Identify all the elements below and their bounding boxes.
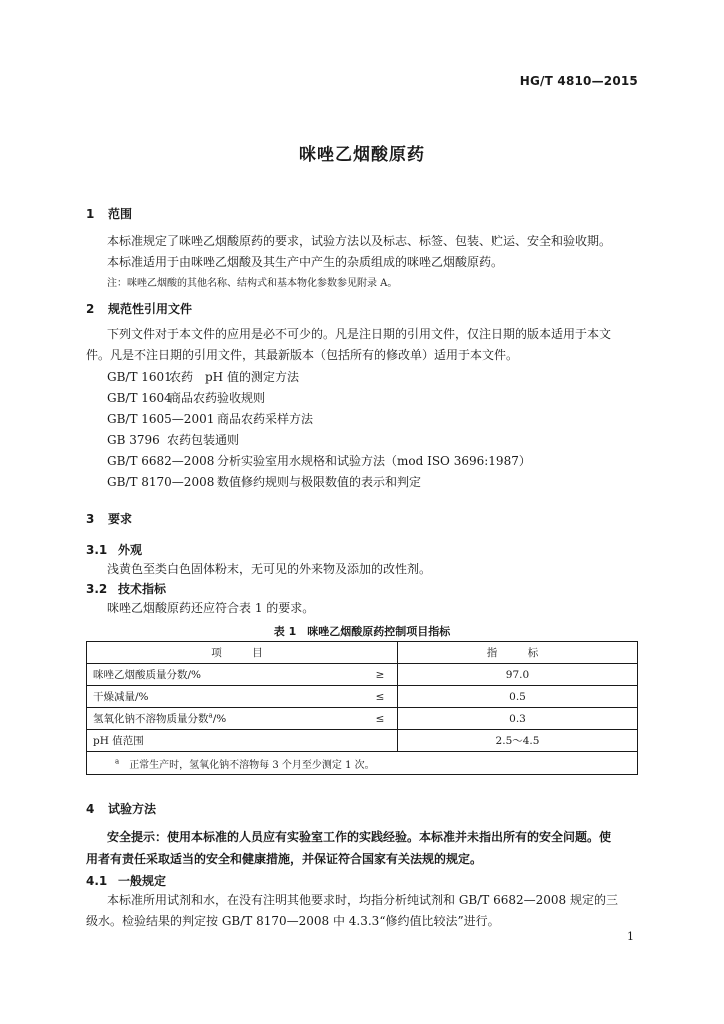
reference-code: GB/T 1605—2001: [107, 412, 215, 426]
reference-title: 分析实验室用水规格和试验方法（mod ISO 3696:1987）: [217, 454, 531, 468]
section-1-paragraph-2: 本标准适用于由咪唑乙烟酸及其生产中产生的杂质组成的咪唑乙烟酸原药。: [107, 255, 504, 269]
reference-entry: [107, 452, 531, 469]
value-cell: 97.0: [398, 664, 638, 686]
section-title: 试验方法: [108, 802, 157, 816]
section-number: 3: [86, 512, 95, 526]
section-1-paragraph-1: 本标准规定了咪唑乙烟酸原药的要求，试验方法以及标志、标签、包装、贮运、安全和验收期。: [107, 234, 612, 248]
reference-title: 商品农药采样方法: [217, 412, 314, 426]
item-unit: /%: [212, 713, 227, 725]
reference-code: GB/T 1604: [107, 391, 172, 405]
standard-number: HG/T 4810—2015: [519, 74, 638, 88]
reference-entry: [107, 410, 313, 427]
table-row: [87, 730, 638, 752]
column-header-value: 指 标: [398, 642, 638, 664]
reference-entry: [107, 368, 299, 385]
reference-title: 数值修约规则与极限数值的表示和判定: [217, 475, 422, 489]
section-3-1-heading: [86, 541, 142, 558]
section-3-2-text: 咪唑乙烟酸原药还应符合表 1 的要求。: [107, 601, 315, 615]
section-title: 技术指标: [118, 582, 167, 596]
value-cell: 2.5～4.5: [398, 730, 638, 752]
section-3-1-text: 浅黄色至类白色固体粉末，无可见的外来物及添加的改性剂。: [107, 562, 432, 576]
reference-code: GB/T 1601: [107, 370, 172, 384]
page-number: 1: [627, 930, 634, 943]
section-4-heading: [86, 800, 156, 817]
operator-cell: ≤: [363, 686, 398, 708]
operator-cell: ≥: [363, 664, 398, 686]
table-footnote-row: [87, 752, 638, 775]
section-number: 4.1: [86, 874, 108, 888]
reference-entry: [107, 473, 421, 490]
spec-table: [86, 641, 638, 775]
reference-code: GB/T 8170—2008: [107, 475, 215, 489]
section-title: 外观: [118, 543, 143, 557]
operator-cell: [363, 730, 398, 752]
document-title: 咪唑乙烟酸原药: [299, 145, 425, 165]
footnote-mark: a: [115, 757, 120, 766]
section-number: 4: [86, 802, 95, 816]
item-cell: 干燥减量/%: [87, 686, 364, 708]
item-cell: [87, 708, 364, 730]
section-2-paragraph-line-1: 下列文件对于本文件的应用是必不可少的。凡是注日期的引用文件，仅注日期的版本适用于本文: [107, 327, 612, 341]
section-2-paragraph-line-2: 件。凡是不注日期的引用文件，其最新版本（包括所有的修改单）适用于本文件。: [86, 348, 519, 362]
value-cell: 0.5: [398, 686, 638, 708]
section-1-note: 注：咪唑乙烟酸的其他名称、结构式和基本物化参数参见附录 A。: [107, 278, 398, 289]
item-label: 氢氧化钠不溶物质量分数: [93, 713, 209, 725]
section-4-1-heading: [86, 872, 166, 889]
reference-title: 商品农药验收规则: [169, 391, 266, 405]
footnote-marker: a: [208, 711, 213, 720]
footnote-text: 正常生产时，氢氧化钠不溶物每 3 个月至少测定 1 次。: [129, 759, 375, 771]
section-number: 3.2: [86, 582, 108, 596]
section-3-2-heading: [86, 580, 166, 597]
item-cell: pH 值范围: [87, 730, 364, 752]
reference-title: 农药包装通则: [167, 433, 240, 447]
section-4-1-line-1: 本标准所用试剂和水，在没有注明其他要求时，均指分析纯试剂和 GB/T 6682—2008 规定的三: [107, 893, 618, 907]
section-number: 1: [86, 207, 95, 221]
reference-entry: [107, 389, 265, 406]
safety-notice-line-1: 安全提示：使用本标准的人员应有实验室工作的实践经验。本标准并未指出所有的安全问题。使: [107, 830, 612, 844]
item-cell: 咪唑乙烟酸质量分数/%: [87, 664, 364, 686]
table-header-row: [87, 642, 638, 664]
reference-entry: [107, 431, 239, 448]
operator-cell: ≤: [363, 708, 398, 730]
section-3-heading: [86, 510, 132, 527]
footnote-cell: [87, 752, 638, 775]
section-title: 要求: [108, 512, 133, 526]
section-title: 范围: [108, 207, 133, 221]
table-row: [87, 664, 638, 686]
section-number: 2: [86, 302, 95, 316]
reference-code: GB/T 6682—2008: [107, 454, 215, 468]
section-4-1-line-2: 级水。检验结果的判定按 GB/T 8170—2008 中 4.3.3“修约值比较法”进行。: [86, 914, 500, 928]
section-2-heading: [86, 300, 192, 317]
column-header-item: 项 目: [87, 642, 398, 664]
section-title: 规范性引用文件: [108, 302, 193, 316]
safety-notice-line-2: 用者有责任采取适当的安全和健康措施，并保证符合国家有关法规的规定。: [86, 852, 483, 866]
reference-title: 农药 pH 值的测定方法: [169, 370, 299, 384]
value-cell: 0.3: [398, 708, 638, 730]
table-caption: 表 1 咪唑乙烟酸原药控制项目指标: [273, 625, 451, 638]
table-row: [87, 686, 638, 708]
section-number: 3.1: [86, 543, 108, 557]
section-title: 一般规定: [118, 874, 167, 888]
table-row: [87, 708, 638, 730]
section-1-heading: [86, 205, 132, 222]
reference-code: GB 3796: [107, 433, 160, 447]
